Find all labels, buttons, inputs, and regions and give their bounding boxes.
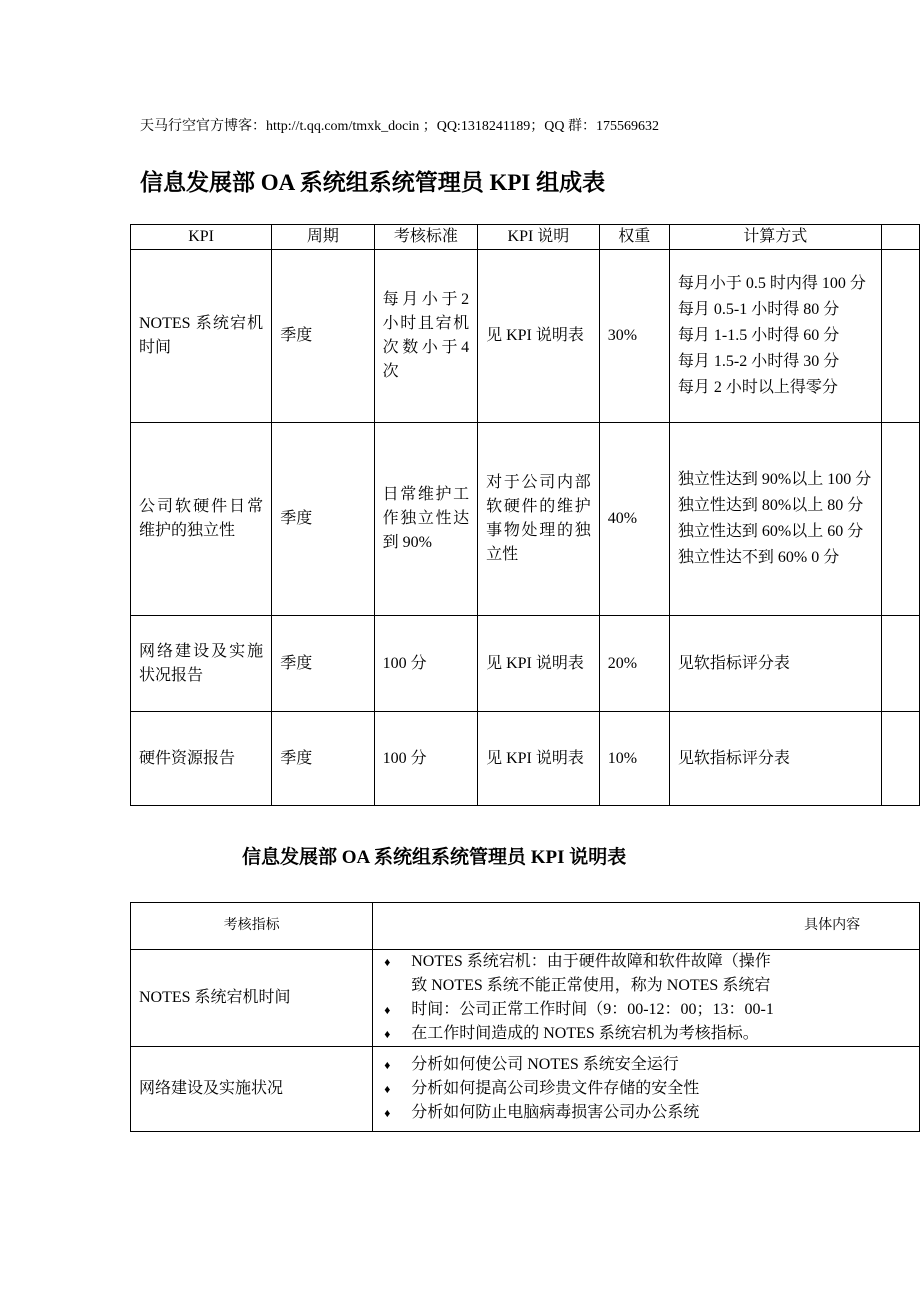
list-item-text: 分析如何提高公司珍贵文件存储的安全性 bbox=[411, 1080, 700, 1097]
calc-line: 见软指标评分表 bbox=[677, 654, 790, 672]
explain-row bbox=[131, 1047, 920, 1132]
kpi-name: 公司软硬件日常维护的独立性 bbox=[131, 423, 272, 616]
indicator-name: 网络建设及实施状况 bbox=[131, 1047, 373, 1132]
explain-header-row bbox=[131, 903, 920, 950]
kpi-weight: 40% bbox=[599, 423, 669, 616]
kpi-calculation bbox=[669, 616, 881, 712]
kpi-weight: 10% bbox=[599, 712, 669, 806]
indicator-name: NOTES 系统宕机时间 bbox=[131, 950, 373, 1047]
list-item-text: 在工作时间造成的 NOTES 系统宕机为考核指标。 bbox=[411, 1025, 759, 1042]
diamond-bullet-icon: ♦ bbox=[384, 955, 391, 969]
list-item-text: 时间：公司正常工作时间（9：00-12：00；13：00-1 bbox=[411, 1001, 774, 1018]
kpi-calculation bbox=[669, 423, 881, 616]
kpi-name: NOTES 系统宕机时间 bbox=[131, 250, 272, 423]
diamond-bullet-icon: ♦ bbox=[384, 1058, 391, 1072]
header-kpi: KPI bbox=[131, 225, 272, 250]
kpi-description: 见 KPI 说明表 bbox=[478, 250, 600, 423]
list-item bbox=[381, 1077, 911, 1101]
header-extra bbox=[881, 225, 919, 250]
calc-line: 独立性达到 60%以上 60 分 bbox=[677, 523, 864, 540]
list-item bbox=[381, 1053, 911, 1077]
header-standard: 考核标准 bbox=[374, 225, 477, 250]
kpi-period: 季度 bbox=[272, 616, 374, 712]
kpi-weight: 30% bbox=[599, 250, 669, 423]
kpi-calculation bbox=[669, 250, 881, 423]
list-item bbox=[381, 974, 911, 998]
calc-line: 每月 0.5-1 小时得 80 分 bbox=[677, 301, 840, 318]
calc-line: 每月小于 0.5 时内得 100 分 bbox=[677, 275, 866, 292]
diamond-bullet-icon: ♦ bbox=[384, 1003, 391, 1017]
list-item-text: 分析如何使公司 NOTES 系统安全运行 bbox=[411, 1056, 679, 1073]
calc-line: 独立性达到 80%以上 80 分 bbox=[677, 497, 864, 514]
kpi-name: 硬件资源报告 bbox=[131, 712, 272, 806]
list-item bbox=[381, 1101, 911, 1125]
calc-line: 独立性达不到 60% 0 分 bbox=[677, 549, 840, 566]
list-item bbox=[381, 1022, 911, 1046]
kpi-period: 季度 bbox=[272, 250, 374, 423]
content-list bbox=[381, 950, 911, 1046]
kpi-period: 季度 bbox=[272, 423, 374, 616]
indicator-content bbox=[373, 950, 920, 1047]
header-period: 周期 bbox=[272, 225, 374, 250]
calc-line: 每月 2 小时以上得零分 bbox=[677, 379, 838, 396]
header-content: 具体内容 bbox=[373, 903, 920, 950]
diamond-bullet-icon: ♦ bbox=[384, 1106, 391, 1120]
kpi-description: 见 KPI 说明表 bbox=[478, 712, 600, 806]
content-list bbox=[381, 1053, 911, 1125]
header-calculation: 计算方式 bbox=[669, 225, 881, 250]
kpi-calculation bbox=[669, 712, 881, 806]
calc-line: 每月 1.5-2 小时得 30 分 bbox=[677, 353, 840, 370]
list-item bbox=[381, 998, 911, 1022]
kpi-extra bbox=[881, 712, 919, 806]
kpi-row bbox=[131, 616, 920, 712]
kpi-extra bbox=[881, 423, 919, 616]
kpi-table-title: 信息发展部 OA 系统组系统管理员 KPI 组成表 bbox=[140, 170, 606, 195]
kpi-name: 网络建设及实施状况报告 bbox=[131, 616, 272, 712]
kpi-extra bbox=[881, 616, 919, 712]
kpi-description: 见 KPI 说明表 bbox=[478, 616, 600, 712]
explain-row bbox=[131, 950, 920, 1047]
kpi-row bbox=[131, 250, 920, 423]
kpi-header-row bbox=[131, 225, 920, 250]
kpi-row bbox=[131, 423, 920, 616]
kpi-extra bbox=[881, 250, 919, 423]
list-item bbox=[381, 950, 911, 974]
list-item-text: NOTES 系统宕机：由于硬件故障和软件故障（操作 bbox=[411, 953, 771, 970]
kpi-standard: 每月小于2小时且宕机次数小于4次 bbox=[374, 250, 477, 423]
explain-table-title: 信息发展部 OA 系统组系统管理员 KPI 说明表 bbox=[242, 847, 627, 868]
kpi-explanation-table bbox=[130, 902, 920, 1132]
diamond-bullet-icon: ♦ bbox=[384, 1027, 391, 1041]
kpi-period: 季度 bbox=[272, 712, 374, 806]
header-description: KPI 说明 bbox=[478, 225, 600, 250]
calc-line: 每月 1-1.5 小时得 60 分 bbox=[677, 327, 840, 344]
header-weight: 权重 bbox=[599, 225, 669, 250]
header-line: 天马行空官方博客：http://t.qq.com/tmxk_docin ；QQ:1318241189；QQ 群：175569632 bbox=[140, 119, 660, 134]
indicator-content bbox=[373, 1047, 920, 1132]
kpi-weight: 20% bbox=[599, 616, 669, 712]
kpi-standard: 100 分 bbox=[374, 616, 477, 712]
header-indicator: 考核指标 bbox=[131, 903, 373, 950]
list-item-text: 分析如何防止电脑病毒损害公司办公系统 bbox=[411, 1104, 700, 1121]
calc-line: 独立性达到 90%以上 100 分 bbox=[677, 471, 872, 488]
kpi-row bbox=[131, 712, 920, 806]
list-item-text: 致 NOTES 系统不能正常使用，称为 NOTES 系统宕 bbox=[411, 977, 771, 994]
kpi-description: 对于公司内部软硬件的维护事物处理的独立性 bbox=[478, 423, 600, 616]
diamond-bullet-icon: ♦ bbox=[384, 1082, 391, 1096]
kpi-standard: 日常维护工作独立性达到 90% bbox=[374, 423, 477, 616]
calc-line: 见软指标评分表 bbox=[677, 749, 790, 767]
kpi-composition-table bbox=[130, 224, 920, 806]
kpi-standard: 100 分 bbox=[374, 712, 477, 806]
